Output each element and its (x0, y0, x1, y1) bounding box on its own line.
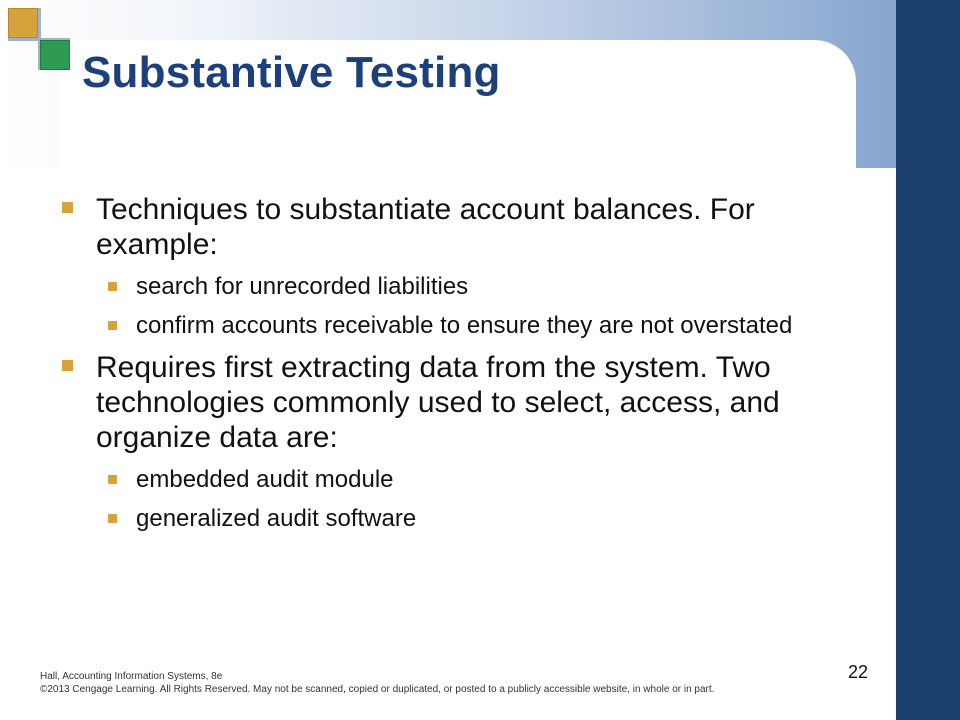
bullet-text: Techniques to substantiate account balances. For example: (96, 193, 755, 261)
sub-bullet-text: embedded audit module (136, 466, 394, 493)
bullet-list (60, 192, 860, 543)
sub-bullet-text: confirm accounts receivable to ensure they are not overstated (136, 312, 793, 339)
square-bullet-icon (108, 475, 117, 484)
page-number: 22 (848, 662, 869, 682)
square-bullet-icon (108, 282, 117, 291)
sub-bullet-text: search for unrecorded liabilities (136, 273, 469, 300)
bullet-item (60, 350, 860, 455)
square-bullet-icon (108, 321, 117, 330)
sub-bullet-text: generalized audit software (136, 505, 417, 532)
square-bullet-icon (108, 514, 117, 523)
bullet-text: Requires first extracting data from the system. Two technologies commonly used to select, access, and organize data are: (96, 351, 780, 454)
square-bullet-icon (62, 360, 73, 371)
slide-footer (40, 670, 860, 696)
sub-bullet-item (60, 465, 860, 494)
bullet-item (60, 192, 860, 262)
sub-bullet-item (60, 504, 860, 533)
slide-title: Substantive Testing (82, 48, 501, 97)
green-square-decoration (40, 40, 70, 70)
footer-citation: Hall, Accounting Information Systems, 8e (40, 671, 223, 682)
sub-bullet-item (60, 311, 860, 340)
gold-square-decoration (8, 8, 38, 38)
right-accent-bar (896, 0, 960, 720)
footer-copyright: ©2013 Cengage Learning. All Rights Reserved. May not be scanned, copied or duplicated, or posted to a publicly accessible website, in whole or in part. (40, 684, 715, 695)
square-bullet-icon (62, 202, 73, 213)
sub-bullet-item (60, 272, 860, 301)
